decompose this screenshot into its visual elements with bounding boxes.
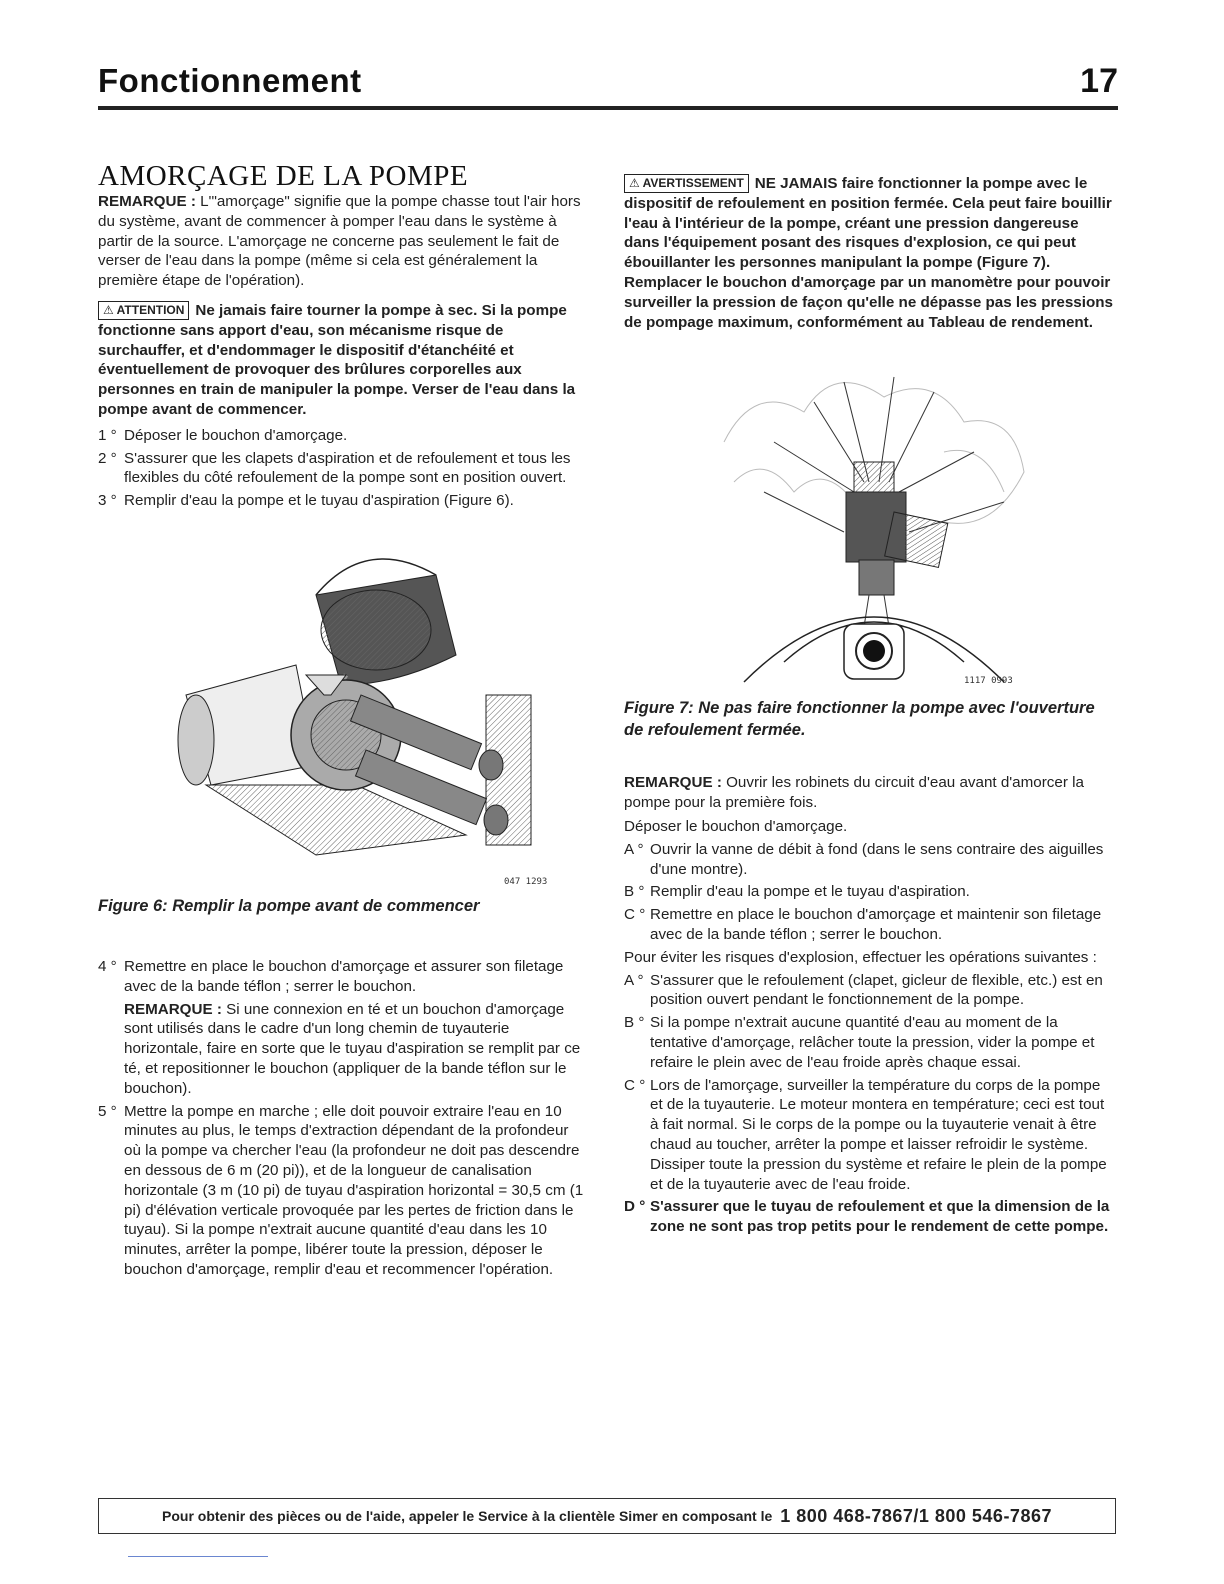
section-title: AMORÇAGE DE LA POMPE	[98, 160, 469, 192]
step-text: Mettre la pompe en marche ; elle doit pouvoir extraire l'eau en 10 minutes au plus, le temps d'extraction dépendant de la profondeur où la pompe va chercher l'eau (la profondeur ne doit pas descendre en dessous de 6 m (20 pi)), et de la longueur de canalisation horizontale (3 m (10 pi) de tuyau d'aspiration horizontal = 30,5 cm (1 pi) d'élévation verticale provoquée par les pertes de friction dans le tuyau). Si la pompe n'extrait aucune quantité d'eau dans les 10 minutes, arrêter la pompe, libérer toute la pression, déposer le bouchon d'amorçage, remplir d'eau et recommencer l'opération.	[124, 1102, 584, 1278]
step-number: 1 °	[98, 426, 117, 444]
attention-paragraph	[98, 301, 585, 420]
step-number: 5 °	[98, 1102, 117, 1120]
footer-text: Pour obtenir des pièces ou de l'aide, appeler le Service à la clientèle Simer en composant le	[162, 1508, 773, 1524]
figure-7-illustration	[694, 342, 1094, 687]
remarque-text: Ouvrir les robinets du circuit d'eau avant d'amorcer la pompe pour la première fois.	[624, 774, 1084, 812]
step-text: Remettre en place le bouchon d'amorçage et maintenir son filetage avec de la bande téflon ; serrer le bouchon.	[650, 906, 1102, 943]
remarque-paragraph	[98, 192, 585, 291]
steps-list-a	[624, 840, 1116, 945]
list-item	[98, 449, 585, 489]
attention-badge: ⚠ ATTENTION	[98, 301, 189, 320]
warning-paragraph	[624, 174, 1116, 332]
step-number: 4 °	[98, 957, 117, 975]
left-column	[98, 160, 585, 1283]
step-text: S'assurer que le tuyau de refoulement et que la dimension de la zone ne sont pas trop petits pour le rendement de cette pompe.	[650, 1198, 1110, 1236]
remarque-text: Si une connexion en té et un bouchon d'amorçage sont utilisés dans le cadre d'un long chemin de tuyauterie horizontale, faire en sorte que le tuyau d'aspiration se remplit par ce té, et repositionner le bouchon (appliquer de la bande téflon sur le bouchon).	[124, 1000, 581, 1097]
warning-text: NE JAMAIS faire fonctionner la pompe avec le dispositif de refoulement en position fermée. Cela peut faire bouillir l'eau à l'intérieur de la pompe, créant une pression dangereuse dans l'équipement posant des risques d'explosion, ce qui peut ébouillanter les personnes manipulant la pompe (Figure 7). Remplacer le bouchon d'amorçage par un manomètre pour pouvoir surveiller la pression de façon qu'elle ne dépasse pas les pressions de pompage maximum, conformément au Tableau de rendement.	[624, 175, 1113, 331]
figure-6-illustration	[166, 535, 576, 885]
figure-7-caption: Figure 7: Ne pas faire fonctionner la pompe avec l'ouverture de refoulement fermée.	[624, 699, 1095, 740]
step-text: Ouvrir la vanne de débit à fond (dans le sens contraire des aiguilles d'une montre).	[650, 840, 1104, 878]
list-item	[624, 882, 1116, 902]
step-text: Si la pompe n'extrait aucune quantité d'eau au moment de la tentative d'amorçage, relâcher toute la pression, vider la pompe et refaire le plein avec de l'eau froide après chaque essai.	[650, 1014, 1095, 1071]
remarque-paragraph	[624, 773, 1116, 813]
page-number: 17	[1080, 62, 1118, 100]
remarque-label: REMARQUE :	[624, 774, 722, 792]
pump-explosion-drawing	[694, 342, 1094, 687]
steps-list-b	[624, 971, 1116, 1237]
step-text: S'assurer que les clapets d'aspiration et de refoulement et tous les flexibles du côté refoulement de la pompe sont en position ouvert.	[124, 449, 571, 487]
list-item	[624, 840, 1116, 880]
list-item	[98, 957, 585, 997]
list-item	[98, 426, 585, 446]
footer-phone: 1 800 468-7867/1 800 546-7867	[780, 1505, 1052, 1526]
step-number: 3 °	[98, 492, 117, 510]
remarque-label: REMARQUE :	[124, 1000, 222, 1018]
list-item	[624, 905, 1116, 945]
step-number: B °	[624, 883, 645, 901]
page-header-title: Fonctionnement	[98, 62, 362, 99]
step4-remarque	[124, 1000, 585, 1099]
step-number: B °	[624, 1014, 645, 1032]
warning-badge: ⚠ AVERTISSEMENT	[624, 174, 749, 193]
step-text: S'assurer que le refoulement (clapet, gicleur de flexible, etc.) est en position ouvert pendant le fonctionnement de la pompe.	[650, 971, 1103, 1009]
step-number: D °	[624, 1198, 646, 1216]
explosion-intro: Pour éviter les risques d'explosion, effectuer les opérations suivantes :	[624, 948, 1097, 966]
list-item	[98, 1102, 585, 1280]
list-item	[624, 1013, 1116, 1072]
steps-list	[98, 426, 585, 511]
right-column	[624, 174, 1116, 1240]
step-text: Lors de l'amorçage, surveiller la température du corps de la pompe et de la tuyauterie. Le moteur montera en température; ceci est tout à fait normal. Si le corps de la pompe ou la tuyauterie venait à être chaud au toucher, arrêter la pompe et laisser refroidir le système. Dissiper toute la pression du système et refaire le plein de la pompe et de la tuyauterie avec de l'eau froide.	[650, 1076, 1107, 1193]
figure-6-caption: Figure 6: Remplir la pompe avant de commencer	[98, 896, 480, 915]
deposer-line: Déposer le bouchon d'amorçage.	[624, 817, 848, 835]
steps-list-continued	[98, 957, 585, 1280]
step-number: C °	[624, 1076, 646, 1094]
figure-code: 1117 0993	[964, 676, 1013, 687]
header-rule	[98, 106, 1118, 110]
figure-code: 047 1293	[504, 876, 548, 887]
remarque-label: REMARQUE :	[98, 193, 196, 210]
step-text: Remplir d'eau la pompe et le tuyau d'aspiration (Figure 6).	[124, 492, 514, 510]
list-item	[624, 1197, 1116, 1237]
footer-support-box	[98, 1498, 1116, 1534]
step-text: Déposer le bouchon d'amorçage.	[124, 426, 348, 444]
list-item	[624, 971, 1116, 1011]
list-item	[98, 491, 585, 511]
step-number: A °	[624, 840, 644, 858]
remarque-text: L'"amorçage" signifie que la pompe chasse tout l'air hors du système, avant de commencer à pomper l'eau dans le système à partir de la source. L'amorçage ne concerne pas seulement le fait de verser de l'eau dans la pompe (même si cela est généralement la première étape de l'opération).	[98, 193, 581, 290]
list-item	[624, 1076, 1116, 1195]
footer-link-underline	[128, 1556, 268, 1557]
step-text: Remplir d'eau la pompe et le tuyau d'aspiration.	[650, 883, 970, 901]
step-number: 2 °	[98, 449, 117, 467]
step-number: A °	[624, 971, 644, 989]
step-text: Remettre en place le bouchon d'amorçage et assurer son filetage avec de la bande téflon ; serrer le bouchon.	[124, 957, 564, 995]
step-number: C °	[624, 906, 646, 924]
pump-bucket-drawing	[166, 535, 576, 885]
attention-text: Ne jamais faire tourner la pompe à sec. Si la pompe fonctionne sans apport d'eau, son mécanisme risque de surchauffer, et d'endommager le dispositif d'étanchéité et éventuellement de provoquer des brûlures corporelles aux personnes en train de manipuler la pompe. Verser de l'eau dans la pompe avant de commencer.	[98, 301, 576, 418]
